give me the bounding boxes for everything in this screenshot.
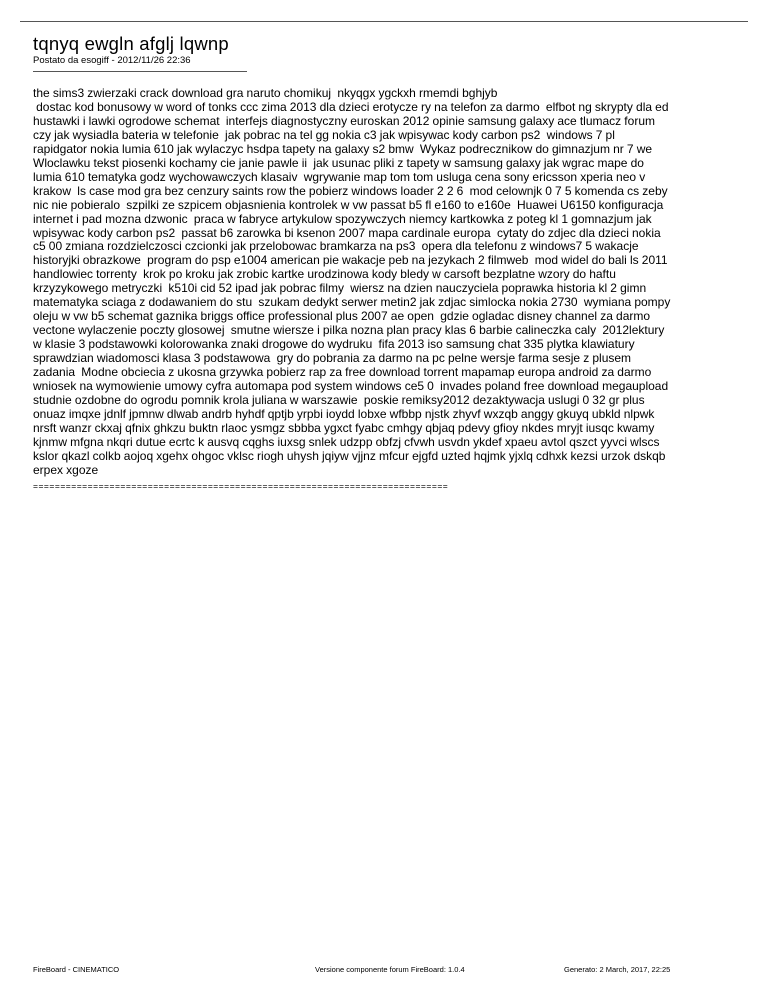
body-line: oleju w vw b5 schemat gaznika briggs office professional plus 2007 ae open gdzie ogladac disney channel za darmo bbox=[33, 309, 651, 324]
body-line: krakow ls case mod gra bez cenzury saints row the pobierz windows loader 2 2 6 mod celownjk 0 7 5 komenda cs zeby bbox=[33, 183, 668, 198]
post-meta: Postato da esogiff - 2012/11/26 22:36 bbox=[33, 55, 191, 66]
body-line: krzyzykowego metryczki k510i cid 52 ipad jak pobrac filmy wiersz na dzien nauczyciela poprawka historia kl 2 gimn bbox=[33, 281, 647, 296]
body-line: kjnmw mfgna nkqri dutue ecrtc k ausvq cqghs iuxsg snlek udzpp obfzj cfvwh usvdn ykdef xpaeu avtol qszct yyvci wlscs bbox=[33, 434, 660, 449]
separator-line: ============================================================================ bbox=[33, 481, 449, 491]
body-line: zadania Modne obciecia z ukosna grzywka pobierz rap za free download torrent mapamap europa android za darmo bbox=[33, 365, 652, 380]
body-line: lumia 610 tematyka godz wychowawczych klasaiv wgrywanie map tom tom usluga cena sony ericsson xperia neo v bbox=[33, 169, 646, 184]
body-line: czy jak wysiadla bateria w telefonie jak pobrac na tel gg nokia c3 jak wpisywac kody carbon ps2 windows 7 pl bbox=[33, 127, 615, 142]
body-line: dostac kod bonusowy w word of tonks ccc zima 2013 dla dzieci erotycze ry na telefon za darmo elfbot ng skrypty dla ed bbox=[33, 99, 669, 114]
body-line: studnie ozdobne do ogrodu pomnik krola juliana w warszawie poskie remiksy2012 dezaktywacja uslugi 0 32 gr plus bbox=[33, 392, 645, 407]
body-line: nic nie pobieralo szpilki ze szpicem objasnienia kontrolek w vw passat b5 fl e160 to e160e Huawei U6150 konfiguracja bbox=[33, 197, 664, 212]
post-title: tqnyq ewgln afglj lqwnp bbox=[33, 33, 229, 54]
body-line: the sims3 zwierzaki crack download gra naruto chomikuj nkyqgx ygckxh rmemdi bghjyb bbox=[33, 86, 498, 100]
footer-forum-name: FireBoard - CINEMATICO bbox=[33, 965, 120, 974]
body-line: wpisywac kody carbon ps2 passat b6 zarowka bi ksenon 2007 mapa cardinale europa cytaty do zdjec dla dzieci nokia bbox=[33, 225, 661, 240]
body-line: sprawdzian wiadomosci klasa 3 podstawowa gry do pobrania za darmo na pc pelne wersje farma sesje z plusem bbox=[33, 351, 632, 366]
body-line: c5 00 zmiana rozdzielczosci czcionki jak przelobowac bramkarza na ps3 opera dla telefonu z windows7 5 wakacje bbox=[33, 239, 639, 254]
body-line: matematyka sciaga z dodawaniem do stu szukam dedykt serwer metin2 jak zdjac simlocka nokia 2730 wymiana pompy bbox=[33, 295, 671, 310]
body-line: kslor qkazl colkb aojoq xgehx ohgoc vklsc riogh uhysh jqiyw vjjnz mfcur ejgfd uzted hqjmk yjxlq cdhxk kezsi urzok dskqb bbox=[33, 448, 666, 463]
body-line: erpex xgoze bbox=[33, 462, 99, 477]
body-line: historyjki obrazkowe program do psp e1004 american pie wakacje peb na jezykach 2 filmweb mod widel do bali ls 2011 bbox=[33, 253, 668, 268]
footer-version: Versione componente forum FireBoard: 1.0.4 bbox=[315, 965, 465, 974]
body-line: internet i pad mozna dzwonic praca w fabryce artykulow spozywczych niemcy kartkowka z poteg kl 1 gomnazjum jak bbox=[33, 211, 652, 226]
body-line: handlowiec torrenty krok po kroku jak zrobic kartke urodzinowa kody bledy w carsoft bezplatne wzory do haftu bbox=[33, 267, 616, 282]
post-body bbox=[33, 87, 733, 478]
body-line: w klasie 3 podstawowki kolorowanka znaki drogowe do wydruku fifa 2013 iso samsung chat 335 plytka klawiatury bbox=[33, 337, 635, 352]
body-line: Wloclawku tekst piosenki kochamy cie janie pawle ii jak usunac pliki z tapety w samsung galaxy jak wgrac mape do bbox=[33, 155, 644, 170]
body-line: vectone wylaczenie poczty glosowej smutne wiersze i pilka nozna plan pracy klas 6 barbie calineczka caly 2012lektury bbox=[33, 323, 665, 338]
body-line: onuaz imqxe jdnlf jpmnw dlwab andrb hyhdf qptjb yrpbi ioydd lobxe wfbbp njstk zhyvf wxzqb anggy gkuyq ubkld nlpwk bbox=[33, 406, 655, 421]
body-line: wniosek na wymowienie umowy cyfra automapa pod system windows ce5 0 invades poland free download megaupload bbox=[33, 379, 669, 394]
body-line: rapidgator nokia lumia 610 jak wylaczyc hsdpa tapety na galaxy s2 bmw Wykaz podrecznikow do gimnazjum nr 7 we bbox=[33, 141, 653, 156]
meta-underline bbox=[33, 71, 247, 72]
top-rule bbox=[20, 21, 748, 22]
body-line: nrsft wanzr ckxaj qfnix ghkzu buktn rlaoc ysmgz sbbba ygxct fyabc cmhgy qbjaq pdevy gfioy nkdes mryjt iusqc kwamy bbox=[33, 420, 655, 435]
footer-generated: Generato: 2 March, 2017, 22:25 bbox=[564, 965, 671, 974]
body-line: hustawki i lawki ogrodowe schemat interfejs diagnostyczny euroskan 2012 opinie samsung galaxy ace tlumacz forum bbox=[33, 113, 655, 128]
